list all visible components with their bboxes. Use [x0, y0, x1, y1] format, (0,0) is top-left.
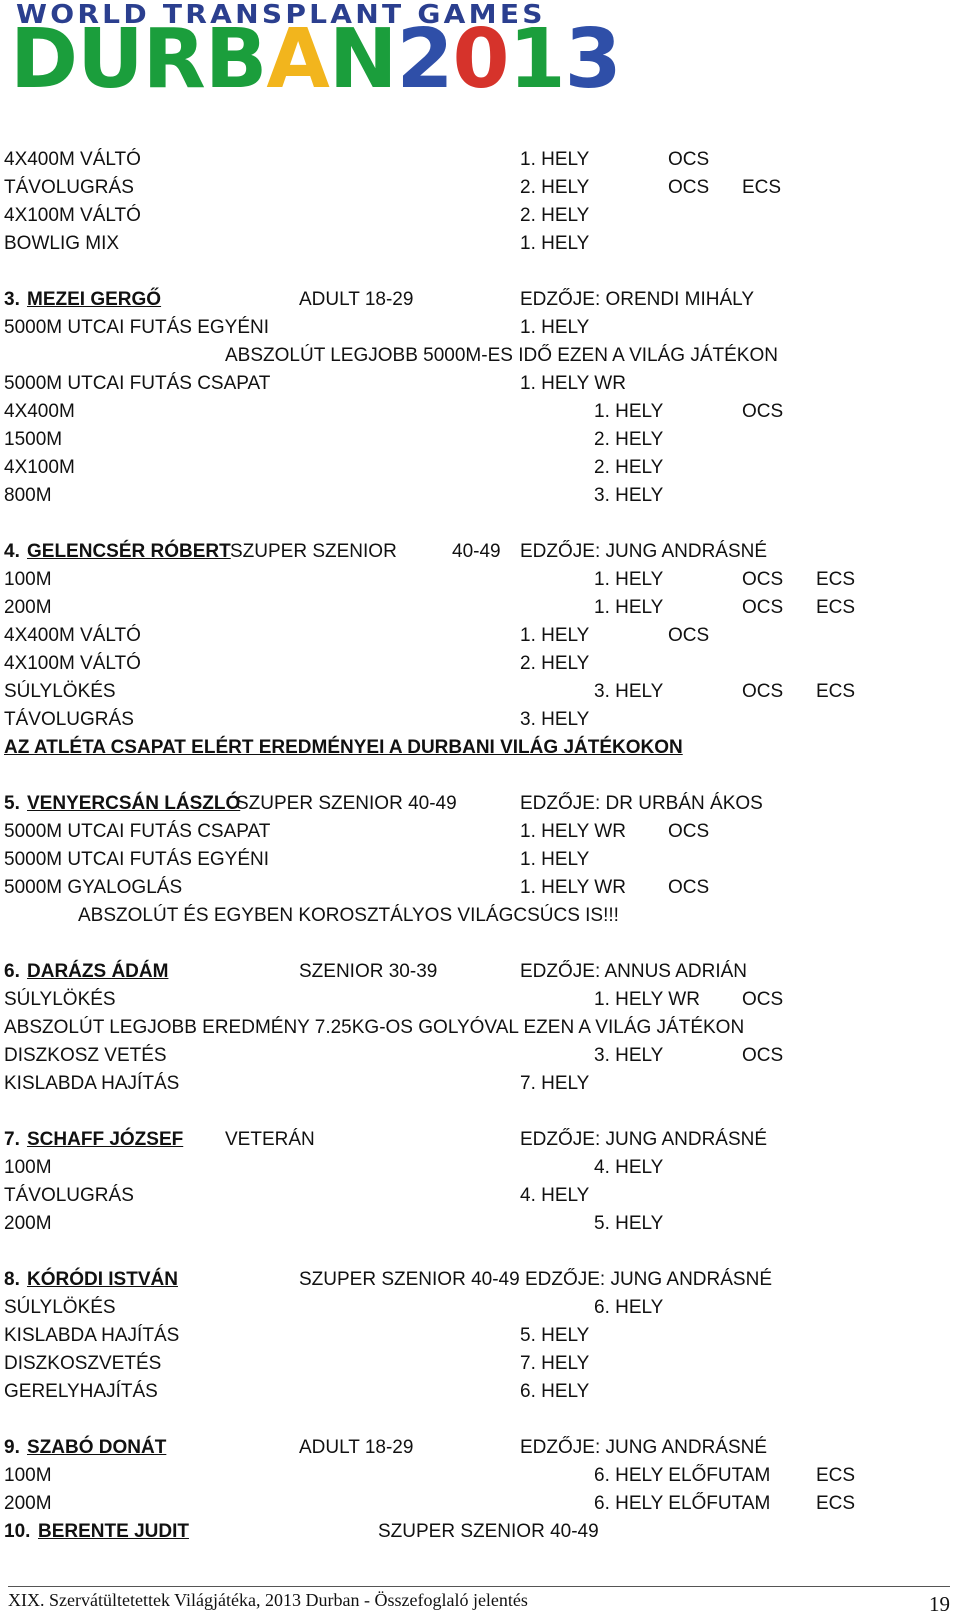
athlete-name: GELENCSÉR RÓBERT [27, 541, 231, 562]
result-line [0, 176, 960, 200]
result-cell: 100M [4, 1157, 52, 1178]
result-cell: DISZKOSZVETÉS [4, 1353, 162, 1374]
result-cell: 5000M UTCAI FUTÁS EGYÉNI [4, 317, 270, 338]
banner-letter: 2 [396, 12, 453, 92]
result-line [0, 540, 960, 564]
result-cell: 6. HELY [520, 1381, 590, 1402]
result-cell: 100M [4, 1465, 52, 1486]
athlete-name: BERENTE JUDIT [38, 1521, 189, 1542]
result-cell: 1. HELY [594, 569, 664, 590]
result-cell: 3. [4, 289, 20, 310]
result-cell: OCS [668, 625, 710, 646]
footer-divider [8, 1586, 950, 1587]
result-cell: 40-49 [452, 541, 501, 562]
result-cell: 3. HELY [594, 681, 664, 702]
result-cell: 1. HELY [520, 317, 590, 338]
result-cell: 7. HELY [520, 1353, 590, 1374]
result-cell: 6. [4, 961, 20, 982]
result-line [0, 708, 960, 732]
result-line [0, 316, 960, 340]
banner-letter: 3 [564, 12, 621, 92]
result-cell: SZUPER SZENIOR 40-49 [378, 1521, 599, 1542]
result-cell: TÁVOLUGRÁS [4, 709, 134, 730]
result-cell: 2. HELY [520, 205, 590, 226]
result-cell: TÁVOLUGRÁS [4, 177, 134, 198]
result-line [0, 736, 960, 760]
result-cell: 1. HELY [520, 149, 590, 170]
result-cell: 10. [4, 1521, 31, 1542]
result-cell: 200M [4, 597, 52, 618]
result-cell: 4X100M [4, 457, 75, 478]
result-line [0, 568, 960, 592]
result-line [0, 904, 960, 928]
result-cell: EDZŐJE: ORENDI MIHÁLY [520, 289, 755, 310]
result-cell: TÁVOLUGRÁS [4, 1185, 134, 1206]
result-cell: 5. [4, 793, 20, 814]
result-cell: DISZKOSZ VETÉS [4, 1045, 167, 1066]
result-cell: 4X400M VÁLTÓ [4, 149, 141, 170]
athlete-name: KÓRÓDI ISTVÁN [27, 1269, 178, 1290]
banner-letter: 0 [452, 12, 509, 92]
result-cell: OCS [742, 1045, 784, 1066]
result-cell: ABSZOLÚT ÉS EGYBEN KOROSZTÁLYOS VILÁGCSÚCS IS!!! [78, 905, 619, 926]
result-cell: EDZŐJE: JUNG ANDRÁSNÉ [520, 541, 768, 562]
result-cell: 1500M [4, 429, 63, 450]
result-cell: 3. HELY [594, 485, 664, 506]
banner-letter: 1 [508, 12, 565, 92]
result-cell: SÚLYLÖKÉS [4, 1297, 116, 1318]
result-cell: 200M [4, 1493, 52, 1514]
athlete-name: SCHAFF JÓZSEF [27, 1129, 184, 1150]
result-line [0, 1520, 960, 1544]
result-cell: OCS [668, 821, 710, 842]
result-line [0, 1296, 960, 1320]
result-cell: EDZŐJE: DR URBÁN ÁKOS [520, 793, 763, 814]
result-line [0, 1436, 960, 1460]
result-cell: OCS [742, 681, 784, 702]
page-footer [8, 1590, 950, 1618]
result-cell: 2. HELY [520, 177, 590, 198]
result-cell: 5000M GYALOGLÁS [4, 877, 183, 898]
result-cell: 6. HELY ELŐFUTAM [594, 1493, 771, 1514]
result-cell: ADULT 18-29 [299, 1437, 414, 1458]
result-line [0, 288, 960, 312]
result-cell: ECS [742, 177, 782, 198]
result-cell: 4X100M VÁLTÓ [4, 653, 141, 674]
banner-top-text: WORLD TRANSPLANT GAMES [16, 0, 546, 30]
result-cell: 5. HELY [594, 1213, 664, 1234]
result-cell: 3. HELY [520, 709, 590, 730]
result-cell: OCS [742, 401, 784, 422]
result-cell: 800M [4, 485, 52, 506]
result-line [0, 1128, 960, 1152]
result-line [0, 876, 960, 900]
result-cell: SÚLYLÖKÉS [4, 681, 116, 702]
result-line [0, 1156, 960, 1180]
result-cell: KISLABDA HAJÍTÁS [4, 1325, 180, 1346]
result-line [0, 652, 960, 676]
result-cell: 1. HELY WR [520, 821, 626, 842]
result-cell: OCS [742, 989, 784, 1010]
result-cell: 100M [4, 569, 52, 590]
result-cell: 200M [4, 1213, 52, 1234]
result-cell: ADULT 18-29 [299, 289, 414, 310]
result-cell: 1. HELY [594, 597, 664, 618]
games-banner-logo [10, 0, 950, 92]
result-cell: 1. HELY WR [520, 877, 626, 898]
result-line [0, 1268, 960, 1292]
result-cell: 4. [4, 541, 20, 562]
result-line [0, 344, 960, 368]
result-cell: 2. HELY [594, 457, 664, 478]
result-cell: 4. HELY [520, 1185, 590, 1206]
result-cell: 6. HELY ELŐFUTAM [594, 1465, 771, 1486]
result-cell: 5. HELY [520, 1325, 590, 1346]
result-cell: 2. HELY [520, 653, 590, 674]
result-cell: ECS [816, 1493, 856, 1514]
result-line [0, 456, 960, 480]
athlete-name: AZ ATLÉTA CSAPAT ELÉRT EREDMÉNYEI A DURBANI VILÁG JÁTÉKOKON [4, 737, 683, 758]
result-cell: 4. HELY [594, 1157, 664, 1178]
result-cell: 7. HELY [520, 1073, 590, 1094]
result-cell: 6. HELY [594, 1297, 664, 1318]
result-cell: 1. HELY [520, 625, 590, 646]
athlete-name: VENYERCSÁN LÁSZLÓ [27, 793, 241, 814]
banner-letter: U [77, 12, 143, 92]
banner-letter: D [10, 12, 78, 92]
result-cell: EDZŐJE: JUNG ANDRÁSNÉ [520, 1129, 768, 1150]
banner-letter: A [266, 12, 329, 92]
result-cell: OCS [668, 177, 710, 198]
result-line [0, 1016, 960, 1040]
result-cell: SZENIOR 30-39 [299, 961, 438, 982]
result-line [0, 820, 960, 844]
athlete-name: MEZEI GERGŐ [27, 289, 162, 310]
result-line [0, 680, 960, 704]
result-cell: KISLABDA HAJÍTÁS [4, 1073, 180, 1094]
result-cell: 5000M UTCAI FUTÁS EGYÉNI [4, 849, 270, 870]
result-cell: OCS [742, 597, 784, 618]
result-cell: SÚLYLÖKÉS [4, 989, 116, 1010]
result-cell: 4X400M VÁLTÓ [4, 625, 141, 646]
banner-letter: R [142, 12, 205, 92]
result-cell: 1. HELY WR [594, 989, 700, 1010]
result-line [0, 372, 960, 396]
result-line [0, 232, 960, 256]
result-line [0, 1492, 960, 1516]
result-line [0, 1352, 960, 1376]
result-cell: 5000M UTCAI FUTÁS CSAPAT [4, 373, 271, 394]
result-cell: OCS [668, 149, 710, 170]
result-cell: OCS [668, 877, 710, 898]
athlete-name: DARÁZS ÁDÁM [27, 961, 169, 982]
result-line [0, 596, 960, 620]
result-cell: 9. [4, 1437, 20, 1458]
result-line [0, 960, 960, 984]
result-cell: SZUPER SZENIOR [230, 541, 397, 562]
result-cell: ECS [816, 569, 856, 590]
result-line [0, 792, 960, 816]
result-cell: ECS [816, 597, 856, 618]
result-cell: 7. [4, 1129, 20, 1150]
result-line [0, 1324, 960, 1348]
result-line [0, 400, 960, 424]
result-cell: ECS [816, 1465, 856, 1486]
result-cell: 5000M UTCAI FUTÁS CSAPAT [4, 821, 271, 842]
result-line [0, 624, 960, 648]
result-line [0, 1464, 960, 1488]
banner-letter: N [328, 12, 397, 92]
result-cell: EDZŐJE: ANNUS ADRIÁN [520, 961, 747, 982]
result-cell: EDZŐJE: JUNG ANDRÁSNÉ [520, 1437, 768, 1458]
result-cell: 3. HELY [594, 1045, 664, 1066]
result-cell: ABSZOLÚT LEGJOBB EREDMÉNY 7.25KG-OS GOLYÓVAL EZEN A VILÁG JÁTÉKON [4, 1017, 745, 1038]
result-line [0, 428, 960, 452]
result-line [0, 484, 960, 508]
result-cell: ABSZOLÚT LEGJOBB 5000M-ES IDŐ EZEN A VILÁG JÁTÉKON [225, 345, 778, 366]
result-line [0, 1212, 960, 1236]
result-cell: SZUPER SZENIOR 40-49 EDZŐJE: JUNG ANDRÁSNÉ [299, 1269, 772, 1290]
result-cell: ECS [816, 681, 856, 702]
result-cell: 4X400M [4, 401, 75, 422]
result-line [0, 1072, 960, 1096]
result-line [0, 1044, 960, 1068]
result-cell: 8. [4, 1269, 20, 1290]
result-cell: 2. HELY [594, 429, 664, 450]
result-cell: 1. HELY [594, 401, 664, 422]
result-cell: OCS [742, 569, 784, 590]
athlete-name: SZABÓ DONÁT [27, 1437, 167, 1458]
banner-letter: B [204, 12, 267, 92]
footer-text: XIX. Szervátültetettek Világjátéka, 2013 Durban - Összefoglaló jelentés [8, 1590, 528, 1610]
page-number: 19 [929, 1592, 950, 1616]
result-cell: SZUPER SZENIOR 40-49 [236, 793, 457, 814]
result-cell: 1. HELY WR [520, 373, 626, 394]
result-cell: 1. HELY [520, 233, 590, 254]
result-line [0, 204, 960, 228]
result-cell: GERELYHAJÍTÁS [4, 1381, 158, 1402]
result-cell: 4X100M VÁLTÓ [4, 205, 141, 226]
result-line [0, 848, 960, 872]
result-line [0, 148, 960, 172]
result-cell: BOWLIG MIX [4, 233, 120, 254]
result-cell: 1. HELY [520, 849, 590, 870]
result-line [0, 988, 960, 1012]
result-line [0, 1184, 960, 1208]
result-cell: VETERÁN [225, 1129, 315, 1150]
result-line [0, 1380, 960, 1404]
